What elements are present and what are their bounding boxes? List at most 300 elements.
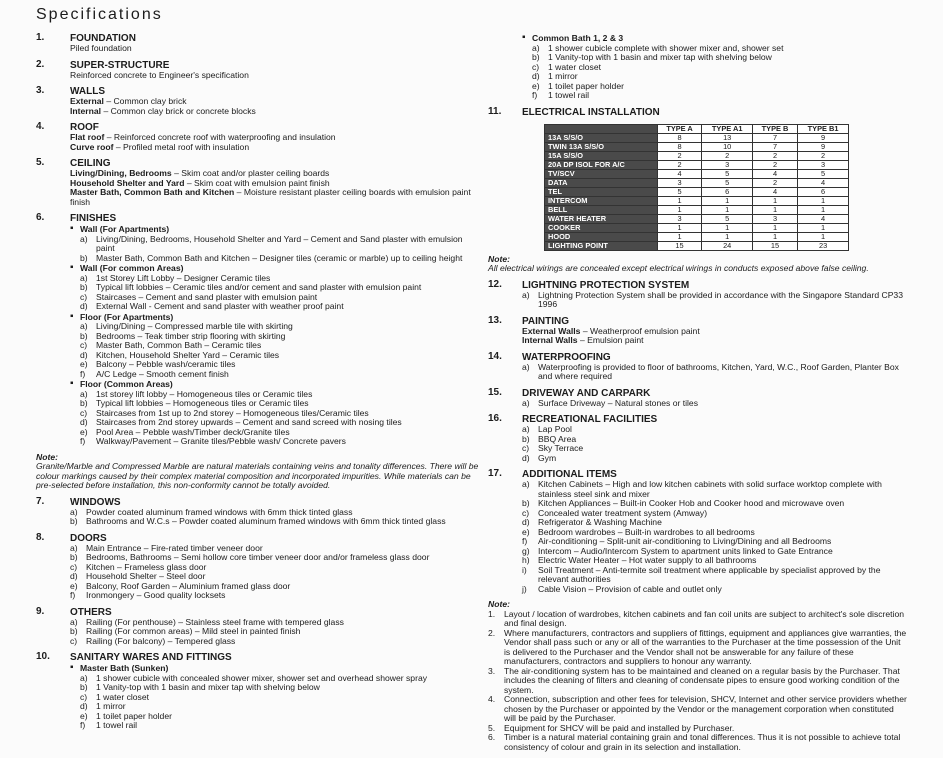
table-cell: 1 (752, 196, 797, 205)
table-cell: 7 (752, 142, 797, 151)
table-cell: 3 (657, 178, 702, 187)
section-title: FINISHES (70, 213, 117, 224)
item-text: Electric Water Heater – Hot water supply to all bathrooms (538, 555, 757, 565)
table-cell: 1 (798, 232, 849, 241)
subsection-heading: ▪ Wall (For common Areas) (70, 264, 481, 274)
section-number: 10. (36, 651, 50, 662)
list-item (80, 254, 481, 264)
item-letter: a) (522, 424, 530, 434)
spec-section (36, 213, 481, 447)
item-letter: a) (80, 388, 88, 399)
table-cell: 8 (657, 133, 702, 142)
spec-section (36, 122, 481, 152)
table-cell: 1 (657, 196, 702, 205)
item-text: Waterproofing is provided to floor of bathrooms, Kitchen, Yard, W.C., Roof Garden, Planter Box and where required (538, 361, 899, 381)
item-list (522, 425, 908, 463)
table-cell: 9 (798, 142, 849, 151)
item-text: – Profiled metal roof with insulation (115, 141, 250, 152)
section-number: 16. (488, 413, 502, 424)
item-label: External Walls (522, 325, 581, 336)
subsection-heading: ▪ Common Bath 1, 2 & 3 (522, 34, 908, 44)
item-text: Balcony – Pebble wash/ceramic tiles (96, 359, 236, 369)
note-number: 1. (488, 608, 496, 619)
list-item (522, 399, 908, 409)
item-text: Surface Driveway – Natural stones or tiles (538, 397, 699, 408)
table-row (545, 232, 849, 241)
item-letter: c) (522, 443, 530, 453)
note (488, 255, 908, 274)
item-letter: c) (80, 691, 88, 702)
table-row (545, 133, 849, 142)
section-number: 17. (488, 468, 502, 479)
item-letter: c) (70, 561, 78, 572)
table-cell: 1 (798, 205, 849, 214)
item-text: Air-conditioning – Split-unit air-conditioning to Living/Dining and all Bedrooms (538, 536, 832, 546)
item-letter: f) (80, 368, 86, 379)
section-title: ELECTRICAL INSTALLATION (522, 106, 660, 118)
table-cell: 1 (657, 232, 702, 241)
item-letter: d) (80, 417, 88, 427)
item-letter: a) (70, 542, 78, 553)
item-list (70, 322, 481, 379)
section-number: 5. (36, 157, 45, 168)
table-cell: 1 (752, 232, 797, 241)
item-text: Ironmongery – Good quality locksets (86, 590, 226, 600)
item-letter: a) (80, 672, 88, 683)
item-letter: e) (80, 710, 88, 721)
section-text: Reinforced concrete to Engineer's specification (70, 69, 249, 80)
section-title: SUPER-STRUCTURE (70, 59, 170, 71)
item-text: Living/Dining, Bedrooms, Household Shelter and Yard – Cement and Sand plaster with emulsion paint (96, 233, 463, 253)
list-item (532, 63, 908, 73)
note-number: 3. (488, 665, 496, 676)
item-list (70, 618, 481, 647)
item-text: 1 Vanity-top with 1 basin and mixer tap with shelving below (548, 52, 772, 62)
item-text: 1 toilet paper holder (548, 80, 624, 91)
item-letter: h) (522, 555, 530, 565)
section-number: 6. (36, 212, 45, 223)
section-number: 7. (36, 495, 45, 507)
table-cell: 3 (798, 160, 849, 169)
list-item (80, 721, 481, 731)
item-letter: b) (80, 682, 88, 692)
table-cell: 1 (752, 223, 797, 232)
table-header-cell: TYPE A (657, 124, 702, 133)
item-text: Railing (For balcony) – Tempered glass (86, 635, 236, 646)
item-text: Soil Treatment – Anti-termite soil treatment where applicable by specialist approved by the relevant authorities (538, 564, 881, 584)
item-text: Lap Pool (538, 424, 572, 434)
spec-section (36, 60, 481, 81)
spec-section (488, 388, 908, 409)
item-letter: f) (80, 720, 86, 730)
section-title: ROOF (70, 122, 99, 133)
item-text: 1 toilet paper holder (96, 710, 172, 721)
item-letter: a) (522, 361, 530, 372)
item-list (70, 274, 481, 312)
table-cell: 2 (657, 151, 702, 160)
table-cell: 4 (657, 169, 702, 178)
item-text: A/C Ledge – Smooth cement finish (96, 368, 229, 379)
note-item (488, 629, 908, 667)
item-text: – Skim coat with emulsion paint finish (186, 177, 330, 188)
item-letter: f) (532, 90, 538, 100)
table-header-row (545, 124, 849, 133)
item-text: Kitchen Appliances – Built-in Cooker Hob and Cooker hood and microwave oven (538, 498, 845, 508)
table-cell: WATER HEATER (545, 214, 658, 223)
spec-section (36, 158, 481, 207)
item-label: Internal Walls (522, 335, 578, 345)
table-cell: 5 (657, 187, 702, 196)
section-number: 8. (36, 531, 45, 543)
item-letter: b) (80, 252, 88, 263)
item-text: Typical lift lobbies – Ceramic tiles and/or cement and sand plaster with emulsion paint (96, 282, 422, 292)
item-text: Kitchen Cabinets – High and low kitchen cabinets with solid surface worktop complete with stainless steel sink and mixer (538, 479, 882, 499)
item-text: Balcony, Roof Garden – Aluminium framed glass door (86, 580, 291, 591)
list-item (80, 437, 481, 447)
note (36, 453, 481, 491)
item-text: Railing (For common areas) – Mild steel in painted finish (86, 626, 301, 636)
table-cell: TV/SCV (545, 169, 658, 178)
table-cell: 7 (752, 133, 797, 142)
spec-section (36, 652, 481, 731)
table-cell: 3 (702, 160, 752, 169)
spec-section (488, 414, 908, 463)
item-text: 1st storey lift lobby – Homogeneous tiles or Ceramic tiles (96, 388, 313, 399)
item-label: Flat roof (70, 132, 105, 142)
table-cell: 20A DP ISOL FOR A/C (545, 160, 658, 169)
item-letter: a) (70, 506, 78, 517)
item-text: – Skim coat and/or plaster ceiling boards (174, 168, 330, 178)
item-letter: f) (80, 436, 86, 446)
item-letter: b) (70, 552, 78, 562)
right-column (488, 33, 908, 758)
table-cell: 1 (798, 196, 849, 205)
item-letter: a) (80, 272, 88, 283)
item-letter: b) (70, 516, 78, 526)
table-cell: 3 (657, 214, 702, 223)
note-text: Equipment for SHCV will be paid and installed by Purchaser. (504, 722, 735, 733)
item-letter: f) (70, 590, 76, 600)
table-cell: 5 (702, 214, 752, 223)
section-number: 1. (36, 32, 45, 43)
spec-section (36, 86, 481, 116)
section-number: 9. (36, 605, 45, 617)
list-item (70, 517, 481, 527)
subsection-heading: ▪ Floor (Common Areas) (70, 380, 481, 390)
note-number: 6. (488, 732, 496, 742)
item-text: Lightning Protection System shall be provided in accordance with the Singapore Standard CP33 1996 (538, 289, 903, 309)
table-cell: 1 (657, 205, 702, 214)
note-number: 5. (488, 722, 496, 733)
note-number: 4. (488, 694, 496, 704)
item-text: – Moisture resistant plaster ceiling boards with emulsion paint finish (70, 187, 471, 207)
final-notes (488, 600, 908, 752)
item-letter: g) (522, 545, 530, 556)
list-item (522, 585, 908, 595)
item-text: Concealed water treatment system (Amway) (538, 507, 708, 518)
spec-section (488, 352, 908, 382)
item-text: Staircases from 2nd storey upwards – Cement and sand screed with nosing tiles (96, 417, 402, 427)
note-item (488, 733, 908, 752)
item-text: Bathrooms and W.C.s – Powder coated aluminum framed windows with 6mm thick tinted glass (86, 516, 446, 526)
table-row (545, 187, 849, 196)
table-cell: LIGHTING POINT (545, 241, 658, 250)
table-header-cell (545, 124, 658, 133)
item-letter: b) (522, 498, 530, 508)
table-cell: 23 (798, 241, 849, 250)
table-cell: INTERCOM (545, 196, 658, 205)
section-text (70, 188, 481, 207)
spec-section (36, 33, 481, 54)
table-cell: 15A S/S/O (545, 151, 658, 160)
table-cell: 5 (798, 169, 849, 178)
item-letter: c) (522, 507, 530, 518)
item-text: – Common clay brick (106, 96, 187, 106)
item-letter: b) (70, 626, 78, 636)
item-text: Kitchen, Household Shelter Yard – Ceramic tiles (96, 349, 280, 360)
table-cell: 1 (702, 223, 752, 232)
table-cell: 5 (702, 169, 752, 178)
note-text: Where manufacturers, contractors and suppliers of fittings, equipment and appliances give warranties, the Vendor shall pass such or any or all of the warranties to the Purchaser at the time possession of the Unit is delivered to the Purchaser and the Vendor shall not be answerable for any failure of these manufacturers, contractors and suppliers to honour any warranty. (504, 627, 907, 666)
section-title: RECREATIONAL FACILITIES (522, 414, 658, 425)
note-label: Note: (488, 599, 510, 609)
item-text: Intercom – Audio/Intercom System to apartment units linked to Gate Entrance (538, 545, 833, 556)
note-label: Note: (488, 253, 510, 264)
section-title: WALLS (70, 86, 105, 97)
item-letter: j) (522, 583, 527, 594)
item-text: Railing (For penthouse) – Stainless steel frame with tempered glass (86, 616, 344, 627)
note-item (488, 667, 908, 696)
list-item (70, 637, 481, 647)
note-number: 2. (488, 627, 496, 638)
section-title: OTHERS (70, 606, 112, 618)
list-item (80, 370, 481, 380)
item-letter: a) (80, 233, 88, 244)
table-cell: 2 (702, 151, 752, 160)
item-letter: b) (532, 52, 540, 62)
item-letter: e) (532, 80, 540, 91)
table-header-cell: TYPE B1 (798, 124, 849, 133)
item-text: Staircases from 1st up to 2nd storey – Homogeneous tiles/Ceramic tiles (96, 407, 369, 418)
section-number: 2. (36, 58, 45, 70)
item-text: BBQ Area (538, 433, 577, 444)
table-row (545, 160, 849, 169)
section-title: SANITARY WARES AND FITTINGS (70, 652, 232, 663)
list-item (80, 302, 481, 312)
note-text: Granite/Marble and Compressed Marble are natural materials containing veins and tonality differences. There will be colour markings caused by their complex material composition and incorporated impurities. While materials can be pre-selected before installation, this non-conformity cannot be totally avoided. (36, 461, 479, 490)
section-number: 3. (36, 85, 45, 96)
item-letter: e) (80, 426, 88, 437)
item-text: Master Bath, Common Bath – Ceramic tiles (96, 340, 262, 350)
item-text: 1 mirror (548, 71, 578, 81)
item-text: Staircases – Cement and sand plaster with emulsion paint (96, 291, 318, 302)
item-text: Living/Dining – Compressed marble tile with skirting (96, 321, 293, 331)
item-letter: a) (522, 289, 530, 300)
item-letter: b) (522, 433, 530, 444)
item-letter: a) (70, 616, 78, 627)
item-list (522, 291, 908, 310)
item-list (522, 44, 908, 101)
electrical-table (544, 124, 849, 251)
table-row (545, 241, 849, 250)
item-text: 1 mirror (96, 701, 126, 711)
list-item (522, 480, 908, 499)
list-item (80, 712, 481, 722)
table-cell: 13A S/S/O (545, 133, 658, 142)
left-column (36, 33, 481, 737)
item-letter: d) (80, 701, 88, 711)
item-text: Cable Vision – Provision of cable and outlet only (538, 583, 722, 594)
table-cell: 4 (798, 214, 849, 223)
spec-section (488, 280, 908, 310)
item-letter: e) (522, 526, 530, 537)
item-letter: c) (70, 635, 78, 646)
item-letter: i) (522, 564, 527, 575)
item-text: Master Bath, Common Bath and Kitchen – Designer tiles (ceramic or marble) up to ceiling height (96, 252, 463, 263)
section-text (522, 336, 908, 346)
item-text: 1 shower cubicle complete with shower mixer and, shower set (548, 42, 784, 53)
table-cell: 2 (752, 178, 797, 187)
table-cell: 15 (752, 241, 797, 250)
section-text: Piled foundation (70, 43, 132, 53)
item-label: Internal (70, 105, 102, 116)
table-cell: 2 (752, 151, 797, 160)
item-text: Gym (538, 452, 557, 463)
item-label: Household Shelter and Yard (70, 177, 185, 188)
section-number: 12. (488, 278, 502, 290)
item-text: Main Entrance – Fire-rated timber veneer door (86, 542, 263, 553)
item-label: External (70, 96, 104, 106)
item-letter: d) (80, 301, 88, 311)
item-list (70, 508, 481, 527)
list-item (80, 693, 481, 703)
section-title: WINDOWS (70, 496, 121, 508)
section-text (70, 107, 481, 117)
section-title: FOUNDATION (70, 33, 136, 44)
table-row (545, 169, 849, 178)
item-letter: b) (80, 330, 88, 341)
table-cell: 10 (702, 142, 752, 151)
item-text: Bedrooms, Bathrooms – Semi hollow core timber veneer door and/or frameless glass door (86, 552, 430, 562)
item-letter: f) (522, 536, 528, 546)
item-text: – Weatherproof emulsion paint (582, 325, 700, 336)
item-list (70, 674, 481, 731)
item-letter: c) (532, 61, 540, 72)
list-item (522, 566, 908, 585)
section-text (70, 143, 481, 153)
item-letter: c) (80, 340, 88, 350)
table-cell: 9 (798, 133, 849, 142)
item-text: 1 towel rail (548, 90, 590, 100)
table-header-cell: TYPE B (752, 124, 797, 133)
item-list (522, 480, 908, 594)
item-text: 1 shower cubicle with concealed shower mixer, shower set and overhead shower spray (96, 672, 428, 683)
item-list (70, 544, 481, 601)
page-title: Specifications (36, 6, 163, 23)
item-text: 1 Vanity-top with 1 basin and mixer tap with shelving below (96, 682, 320, 692)
spec-section (488, 107, 908, 118)
table-cell: HOOD (545, 232, 658, 241)
item-letter: a) (522, 397, 530, 408)
list-item (522, 291, 908, 310)
table-cell: 6 (702, 187, 752, 196)
table-cell: 2 (752, 160, 797, 169)
item-text: Bedrooms – Teak timber strip flooring with skirting (96, 330, 286, 341)
list-item (522, 444, 908, 454)
table-cell: 4 (752, 169, 797, 178)
item-text: Bedroom wardrobes – Built-in wardrobes to all bedrooms (538, 526, 755, 537)
item-text: Sky Terrace (538, 443, 584, 453)
spec-section (36, 607, 481, 647)
item-text: Kitchen – Frameless glass door (86, 561, 207, 572)
subsection-heading: ▪ Wall (For Apartments) (70, 225, 481, 235)
table-row (545, 178, 849, 187)
item-letter: a) (522, 479, 530, 489)
item-list (522, 363, 908, 382)
table-row (545, 214, 849, 223)
note-text: All electrical wirings are concealed except electrical wirings in conducts exposed above false ceiling. (488, 263, 869, 273)
subsection-heading: ▪ Floor (For Apartments) (70, 313, 481, 323)
item-letter: d) (70, 571, 78, 581)
table-cell: 5 (702, 178, 752, 187)
item-letter: e) (80, 359, 88, 369)
note-label: Note: (36, 451, 58, 462)
note-text: Connection, subscription and other fees for television, SHCV, Internet and other service providers whether chosen by the Purchaser or appointed by the Vendor or the management corporation when constituted will be paid by the Purchaser. (504, 694, 907, 723)
spec-section (36, 533, 481, 601)
list-item (80, 235, 481, 254)
table-cell: 1 (798, 223, 849, 232)
spec-section (36, 497, 481, 527)
section-title: DOORS (70, 532, 107, 544)
list-item (522, 425, 908, 435)
table-cell: DATA (545, 178, 658, 187)
table-row (545, 196, 849, 205)
table-row (545, 205, 849, 214)
item-text: – Reinforced concrete roof with waterproofing and insulation (106, 132, 336, 142)
table-cell: TEL (545, 187, 658, 196)
section-title: PAINTING (522, 315, 570, 327)
table-cell: COOKER (545, 223, 658, 232)
item-letter: a) (532, 42, 540, 53)
section-number: 11. (488, 105, 502, 117)
item-letter: c) (80, 291, 88, 302)
item-letter: b) (80, 398, 88, 408)
section-number: 14. (488, 350, 502, 362)
list-item (522, 363, 908, 382)
item-text: 1 towel rail (96, 720, 138, 730)
table-cell: 6 (798, 187, 849, 196)
item-letter: d) (80, 349, 88, 360)
item-text: – Emulsion paint (579, 335, 644, 345)
item-label: Living/Dining, Bedrooms (70, 168, 172, 178)
list-item (70, 591, 481, 601)
item-text: Typical lift lobbies – Homogeneous tiles or Ceramic tiles (96, 398, 309, 408)
table-cell: BELL (545, 205, 658, 214)
table-cell: 1 (702, 196, 752, 205)
list-item (522, 454, 908, 464)
table-cell: 1 (752, 205, 797, 214)
item-list (70, 235, 481, 264)
section-number: 4. (36, 121, 45, 132)
table-cell: 3 (752, 214, 797, 223)
section-number: 15. (488, 386, 502, 398)
section-title: LIGHTNING PROTECTION SYSTEM (522, 279, 690, 291)
table-cell: 2 (657, 160, 702, 169)
table-cell: 13 (702, 133, 752, 142)
list-item (532, 91, 908, 101)
spec-section (488, 316, 908, 346)
note-item (488, 610, 908, 629)
